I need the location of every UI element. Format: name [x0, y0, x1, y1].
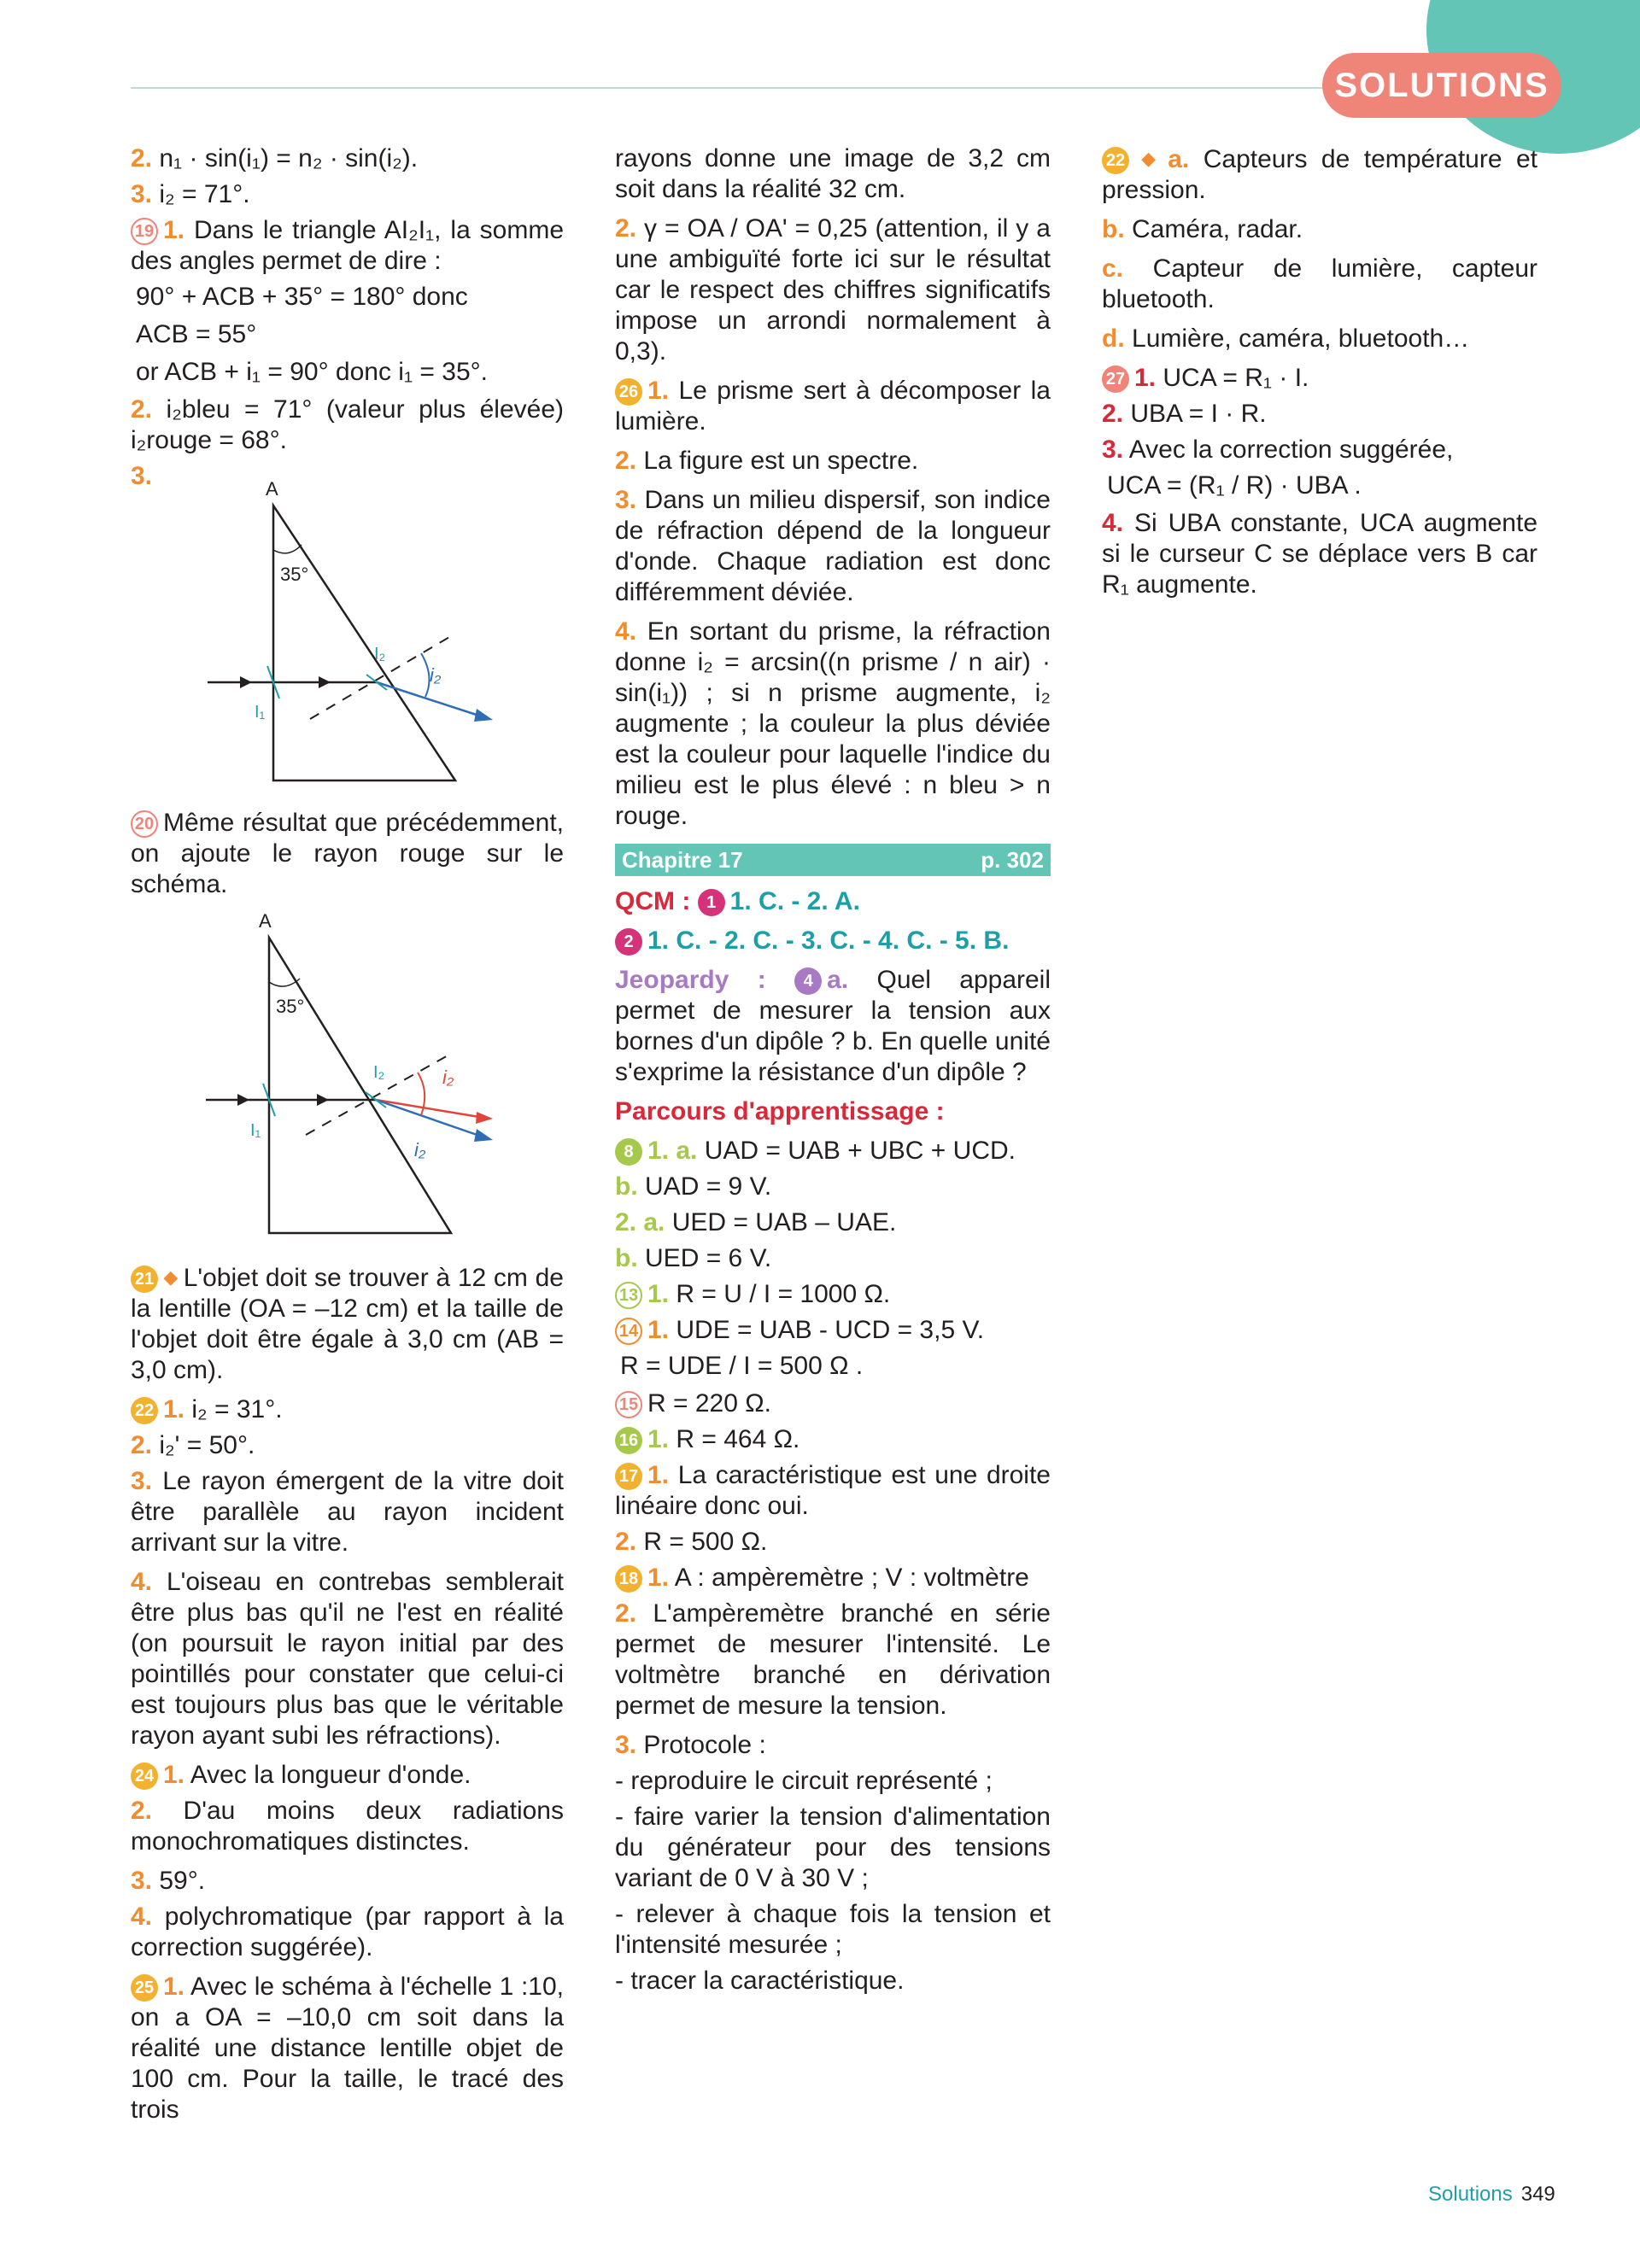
exercise-badge: 22: [1102, 147, 1129, 174]
answer-item: 3. Protocole :: [615, 1731, 766, 1759]
answer-item: 2. a. UED = UAB – UAE.: [615, 1208, 897, 1236]
answer-item: 2. D'au moins deux radiations monochromatiques distinctes.: [131, 1797, 564, 1856]
protocol-step: - faire varier la tension d'alimentation du générateur pour des tensions variant de 0 V à 30 V ;: [615, 1803, 1051, 1892]
angle-label: 35°: [280, 564, 309, 585]
equation: 90° + ACB + 35° = 180° donc: [136, 283, 468, 311]
qcm-line: 2 1. C. - 2. C. - 3. C. - 4. C. - 5. B.: [615, 926, 1051, 956]
jeopardy-line: Jeopardy : 4 a. Quel appareil permet de mesurer la tension aux bornes d'un dipôle ? b. En quelle unité s'exprime la résistance d'un dipôle ?: [615, 966, 1051, 1086]
answer-item: 2. γ = OA / OA' = 0,25 (attention, il y a une ambiguïté forte ici sur le résultat car le respect des chiffres significatifs impose un arrondi normalement à 0,3).: [615, 214, 1051, 365]
exercise-badge: 18: [615, 1565, 642, 1593]
exercise-badge: 1: [698, 889, 725, 916]
ray-arrow-blue: [474, 1129, 493, 1142]
header-rule: [131, 87, 1463, 89]
prism-diagram-2: [131, 909, 524, 1250]
answer-item: 14 1. UDE = UAB - UCD = 3,5 V.: [615, 1315, 1051, 1346]
answer-item: 21 ◆ L'objet doit se trouver à 12 cm de la lentille (OA = –12 cm) et la taille de l'objet doit être égale à 3,0 cm (AB = 3,0 cm).: [131, 1264, 564, 1384]
answer-item: 18 1. A : ampèremètre ; V : voltmètre: [615, 1563, 1051, 1593]
answer-item: 4. L'oiseau en contrebas semblerait être plus bas qu'il ne l'est en réalité (on poursuit le rayon initial par des pointillés pour constater que celui-ci est toujours plus bas que le véritable rayon ayant subi les réfractions).: [131, 1568, 564, 1750]
exercise-badge: 27: [1102, 365, 1129, 393]
parcours-heading: Parcours d'apprentissage :: [615, 1097, 945, 1125]
equation: ACB = 55°: [136, 320, 257, 348]
exercise-badge: 25: [131, 1974, 158, 2002]
answer-item: 2. L'ampèremètre branché en série permet de mesurer l'intensité. Le voltmètre branché en dérivation permet de mesure la tension.: [615, 1599, 1051, 1720]
label-i1: I₁: [250, 1121, 261, 1140]
angle-label: 35°: [276, 996, 305, 1017]
label-i2: I₂: [373, 1063, 385, 1082]
exercise-badge: 14: [615, 1318, 642, 1345]
exercise-badge: 22: [131, 1397, 158, 1424]
exercise-badge: 13: [615, 1282, 642, 1309]
ray-arrow-blue: [474, 709, 493, 722]
protocol-step: - reproduire le circuit représenté ;: [615, 1767, 993, 1795]
answer-item: 27 1. UCA = R₁ · I.: [1102, 363, 1538, 394]
answer-item: 17 1. La caractéristique est une droite linéaire donc oui.: [615, 1461, 1051, 1520]
chapter-header: Chapitre 17 p. 302: [615, 844, 1051, 876]
answer-item: 15 R = 220 Ω.: [615, 1388, 1051, 1419]
exercise-badge: 26: [615, 378, 642, 406]
answer-item: 3. Le rayon émergent de la vitre doit être parallèle au rayon incident arrivant sur la vitre.: [131, 1467, 564, 1557]
answer-item: 3.: [131, 462, 153, 490]
protocol-step: - relever à chaque fois la tension et l'intensité mesurée ;: [615, 1900, 1051, 1959]
answer-item: 3. Dans un milieu dispersif, son indice de réfraction dépend de la longueur d'onde. Chaque radiation est donc différemment déviée.: [615, 486, 1051, 606]
answer-item: 3. 59°.: [131, 1867, 206, 1895]
label-angle-i2-top: i₂: [442, 1067, 454, 1088]
answer-item: 20 Même résultat que précédemment, on ajoute le rayon rouge sur le schéma.: [131, 809, 564, 898]
answer-item: 24 1. Avec la longueur d'onde.: [131, 1760, 564, 1791]
page-footer: Solutions 349: [1428, 2183, 1555, 2206]
answer-item: 3. i₂ = 71°.: [131, 180, 250, 208]
angle-i2-arc: [421, 653, 429, 697]
answer-item: 13 1. R = U / I = 1000 Ω.: [615, 1279, 1051, 1310]
answer-item: 26 1. Le prisme sert à décomposer la lumière.: [615, 377, 1051, 435]
answer-item: d. Lumière, caméra, bluetooth…: [1102, 324, 1470, 353]
solutions-tab: SOLUTIONS: [1322, 53, 1561, 118]
column-2: [615, 143, 1051, 2002]
label-angle-i2: i₂: [430, 664, 442, 686]
label-angle-i2-bottom: i₂: [414, 1139, 426, 1160]
column-1: [131, 143, 564, 2134]
refracted-ray-blue: [376, 1100, 489, 1139]
refracted-ray-blue: [377, 682, 489, 719]
answer-item: 2. R = 500 Ω.: [615, 1528, 768, 1556]
answer-item: 4. polychromatique (par rapport à la correction suggérée).: [131, 1903, 564, 1961]
answer-item: 2. n₁ · sin(i₁) = n₂ · sin(i₂).: [131, 144, 419, 172]
answer-item: 16 1. R = 464 Ω.: [615, 1424, 1051, 1455]
answer-item: 2. La figure est un spectre.: [615, 447, 919, 475]
ray-arrow: [237, 1094, 249, 1106]
answer-item: 2. i₂' = 50°.: [131, 1431, 255, 1459]
answer-item: 22 1. i₂ = 31°.: [131, 1394, 564, 1425]
angle-i2-arc-red: [418, 1073, 425, 1115]
column-3: [1102, 143, 1538, 609]
exercise-badge: 17: [615, 1463, 642, 1490]
answer-item: 25 1. Avec le schéma à l'échelle 1 :10, on a OA = –10,0 cm soit dans la réalité une distance lentille objet de 100 cm. Pour la taille, le tracé des trois: [131, 1973, 564, 2124]
label-a: A: [266, 478, 278, 500]
exercise-badge: 21: [131, 1266, 158, 1293]
prism-diagram-1: [131, 471, 524, 796]
exercise-badge: 19: [131, 218, 158, 245]
exercise-badge: 2: [615, 928, 642, 956]
ray-arrow: [319, 676, 331, 688]
exercise-badge: 16: [615, 1427, 642, 1454]
ray-arrow: [240, 676, 252, 688]
equation: UCA = (R₁ / R) · UBA .: [1107, 471, 1362, 500]
answer-item: 19 1. Dans le triangle AI₂I₁, la somme des angles permet de dire :: [131, 216, 565, 275]
label-i1: I₁: [255, 703, 266, 722]
answer-item: 4. Si UBA constante, UCA augmente si le curseur C se déplace vers B car R₁ augmente.: [1102, 509, 1538, 599]
exercise-badge: 24: [131, 1762, 158, 1790]
answer-item: c. Capteur de lumière, capteur bluetooth.: [1102, 254, 1538, 313]
angle-arc: [273, 545, 302, 553]
exercise-badge: 4: [794, 967, 822, 995]
refracted-ray-red: [376, 1100, 489, 1119]
exercise-badge: 20: [131, 810, 158, 838]
answer-item: 4. En sortant du prisme, la réfraction donne i₂ = arcsin((n prisme / n air) · sin(i₁)) ; si n prisme augmente, i₂ augmente ; la couleur la plus déviée est la couleur pour laquelle l'indice du milieu est le plus élevé : n bleu > n rouge.: [615, 617, 1051, 830]
answer-item: 22 ◆ a. Capteurs de température et pression.: [1102, 145, 1538, 204]
exercise-badge: 15: [615, 1391, 642, 1418]
answer-item: b. UAD = 9 V.: [615, 1172, 772, 1201]
label-i2: I₂: [374, 645, 386, 663]
qcm-line: QCM : 1 1. C. - 2. A.: [615, 887, 860, 915]
ray-arrow-red: [476, 1112, 493, 1124]
protocol-step: - tracer la caractéristique.: [615, 1967, 905, 1995]
answer-item: rayons donne une image de 3,2 cm soit dans la réalité 32 cm.: [615, 144, 1051, 203]
answer-item: 2. i₂bleu = 71° (valeur plus élevée) i₂rouge = 68°.: [131, 395, 565, 454]
answer-item: 8 1. a. UAD = UAB + UBC + UCD.: [615, 1136, 1051, 1166]
label-a: A: [259, 910, 272, 932]
equation: R = UDE / I = 500 Ω .: [620, 1352, 864, 1380]
answer-item: b. UED = 6 V.: [615, 1244, 772, 1272]
exercise-badge: 8: [615, 1138, 642, 1166]
answer-item: 3. Avec la correction suggérée,: [1102, 435, 1454, 464]
equation: or ACB + i₁ = 90° donc i₁ = 35°.: [136, 358, 488, 386]
answer-item: b. Caméra, radar.: [1102, 215, 1303, 243]
answer-item: 2. UBA = I · R.: [1102, 400, 1267, 428]
prism-triangle: [273, 506, 455, 780]
ray-arrow: [317, 1094, 329, 1106]
